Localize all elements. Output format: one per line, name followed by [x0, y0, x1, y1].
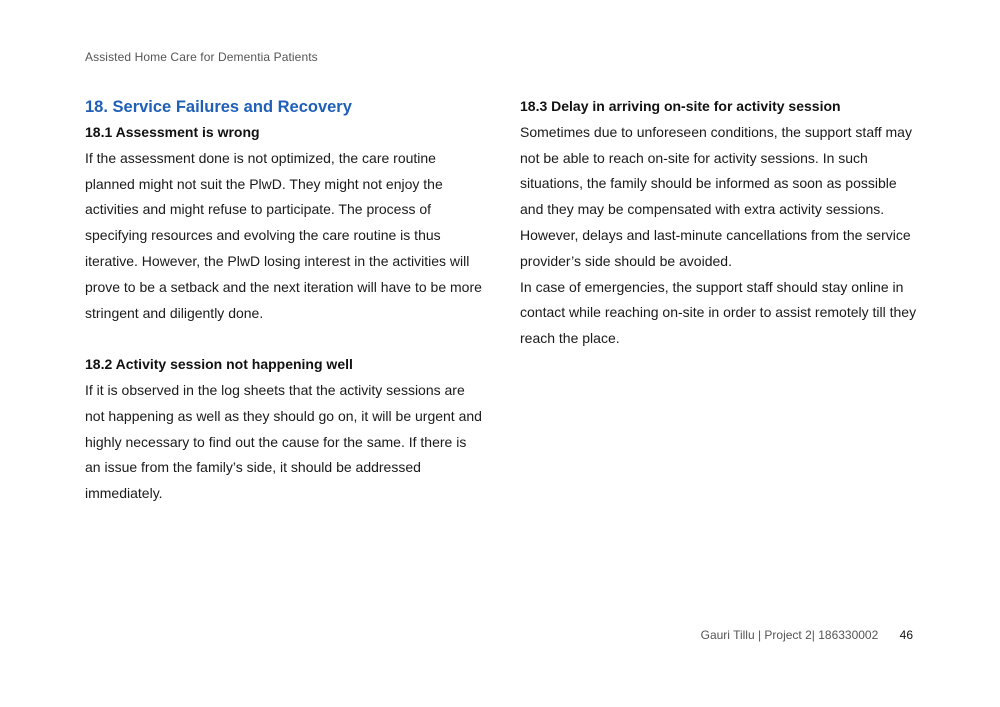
- subsection-heading: 18.3 Delay in arriving on-site for activity session: [520, 98, 841, 114]
- paragraph: In case of emergencies, the support staff should stay online in contact while reaching on-site in order to assist remotely till they reach the place.: [520, 278, 917, 347]
- paragraph: If it is observed in the log sheets that the activity sessions are not happening as well as they should go on, it will be urgent and highly necessary to find out the cause for the same. If there is an issue from the family’s side, it should be addressed immediately.: [85, 381, 482, 502]
- footer-credit: Gauri Tillu | Project 2| 186330002: [700, 628, 879, 642]
- paragraph: If the assessment done is not optimized, the care routine planned might not suit the PlwD. They might not enjoy the activities and might refuse to participate. The process of specifying resources and evolving the care routine is thus iterative. However, the PlwD losing interest in the activities will prove to be a setback and the next iteration will have to be more stringent and diligently done.: [85, 149, 482, 321]
- paragraph-gap: [85, 326, 485, 352]
- running-header: Assisted Home Care for Dementia Patients: [85, 50, 318, 64]
- section-title: 18. Service Failures and Recovery: [85, 98, 352, 116]
- left-column: [85, 94, 485, 507]
- paragraph: Sometimes due to unforeseen conditions, the support staff may not be able to reach on-site for activity sessions. In such situations, the family should be informed as soon as possible and they may be compensated with extra activity sessions. However, delays and last-minute cancellations from the service provider’s side should be avoided.: [520, 123, 912, 269]
- page-number: 46: [899, 628, 913, 642]
- right-column: [520, 94, 920, 352]
- page-footer: [701, 628, 913, 642]
- subsection-heading: 18.2 Activity session not happening well: [85, 356, 353, 373]
- subsection-heading: 18.1 Assessment is wrong: [85, 124, 260, 140]
